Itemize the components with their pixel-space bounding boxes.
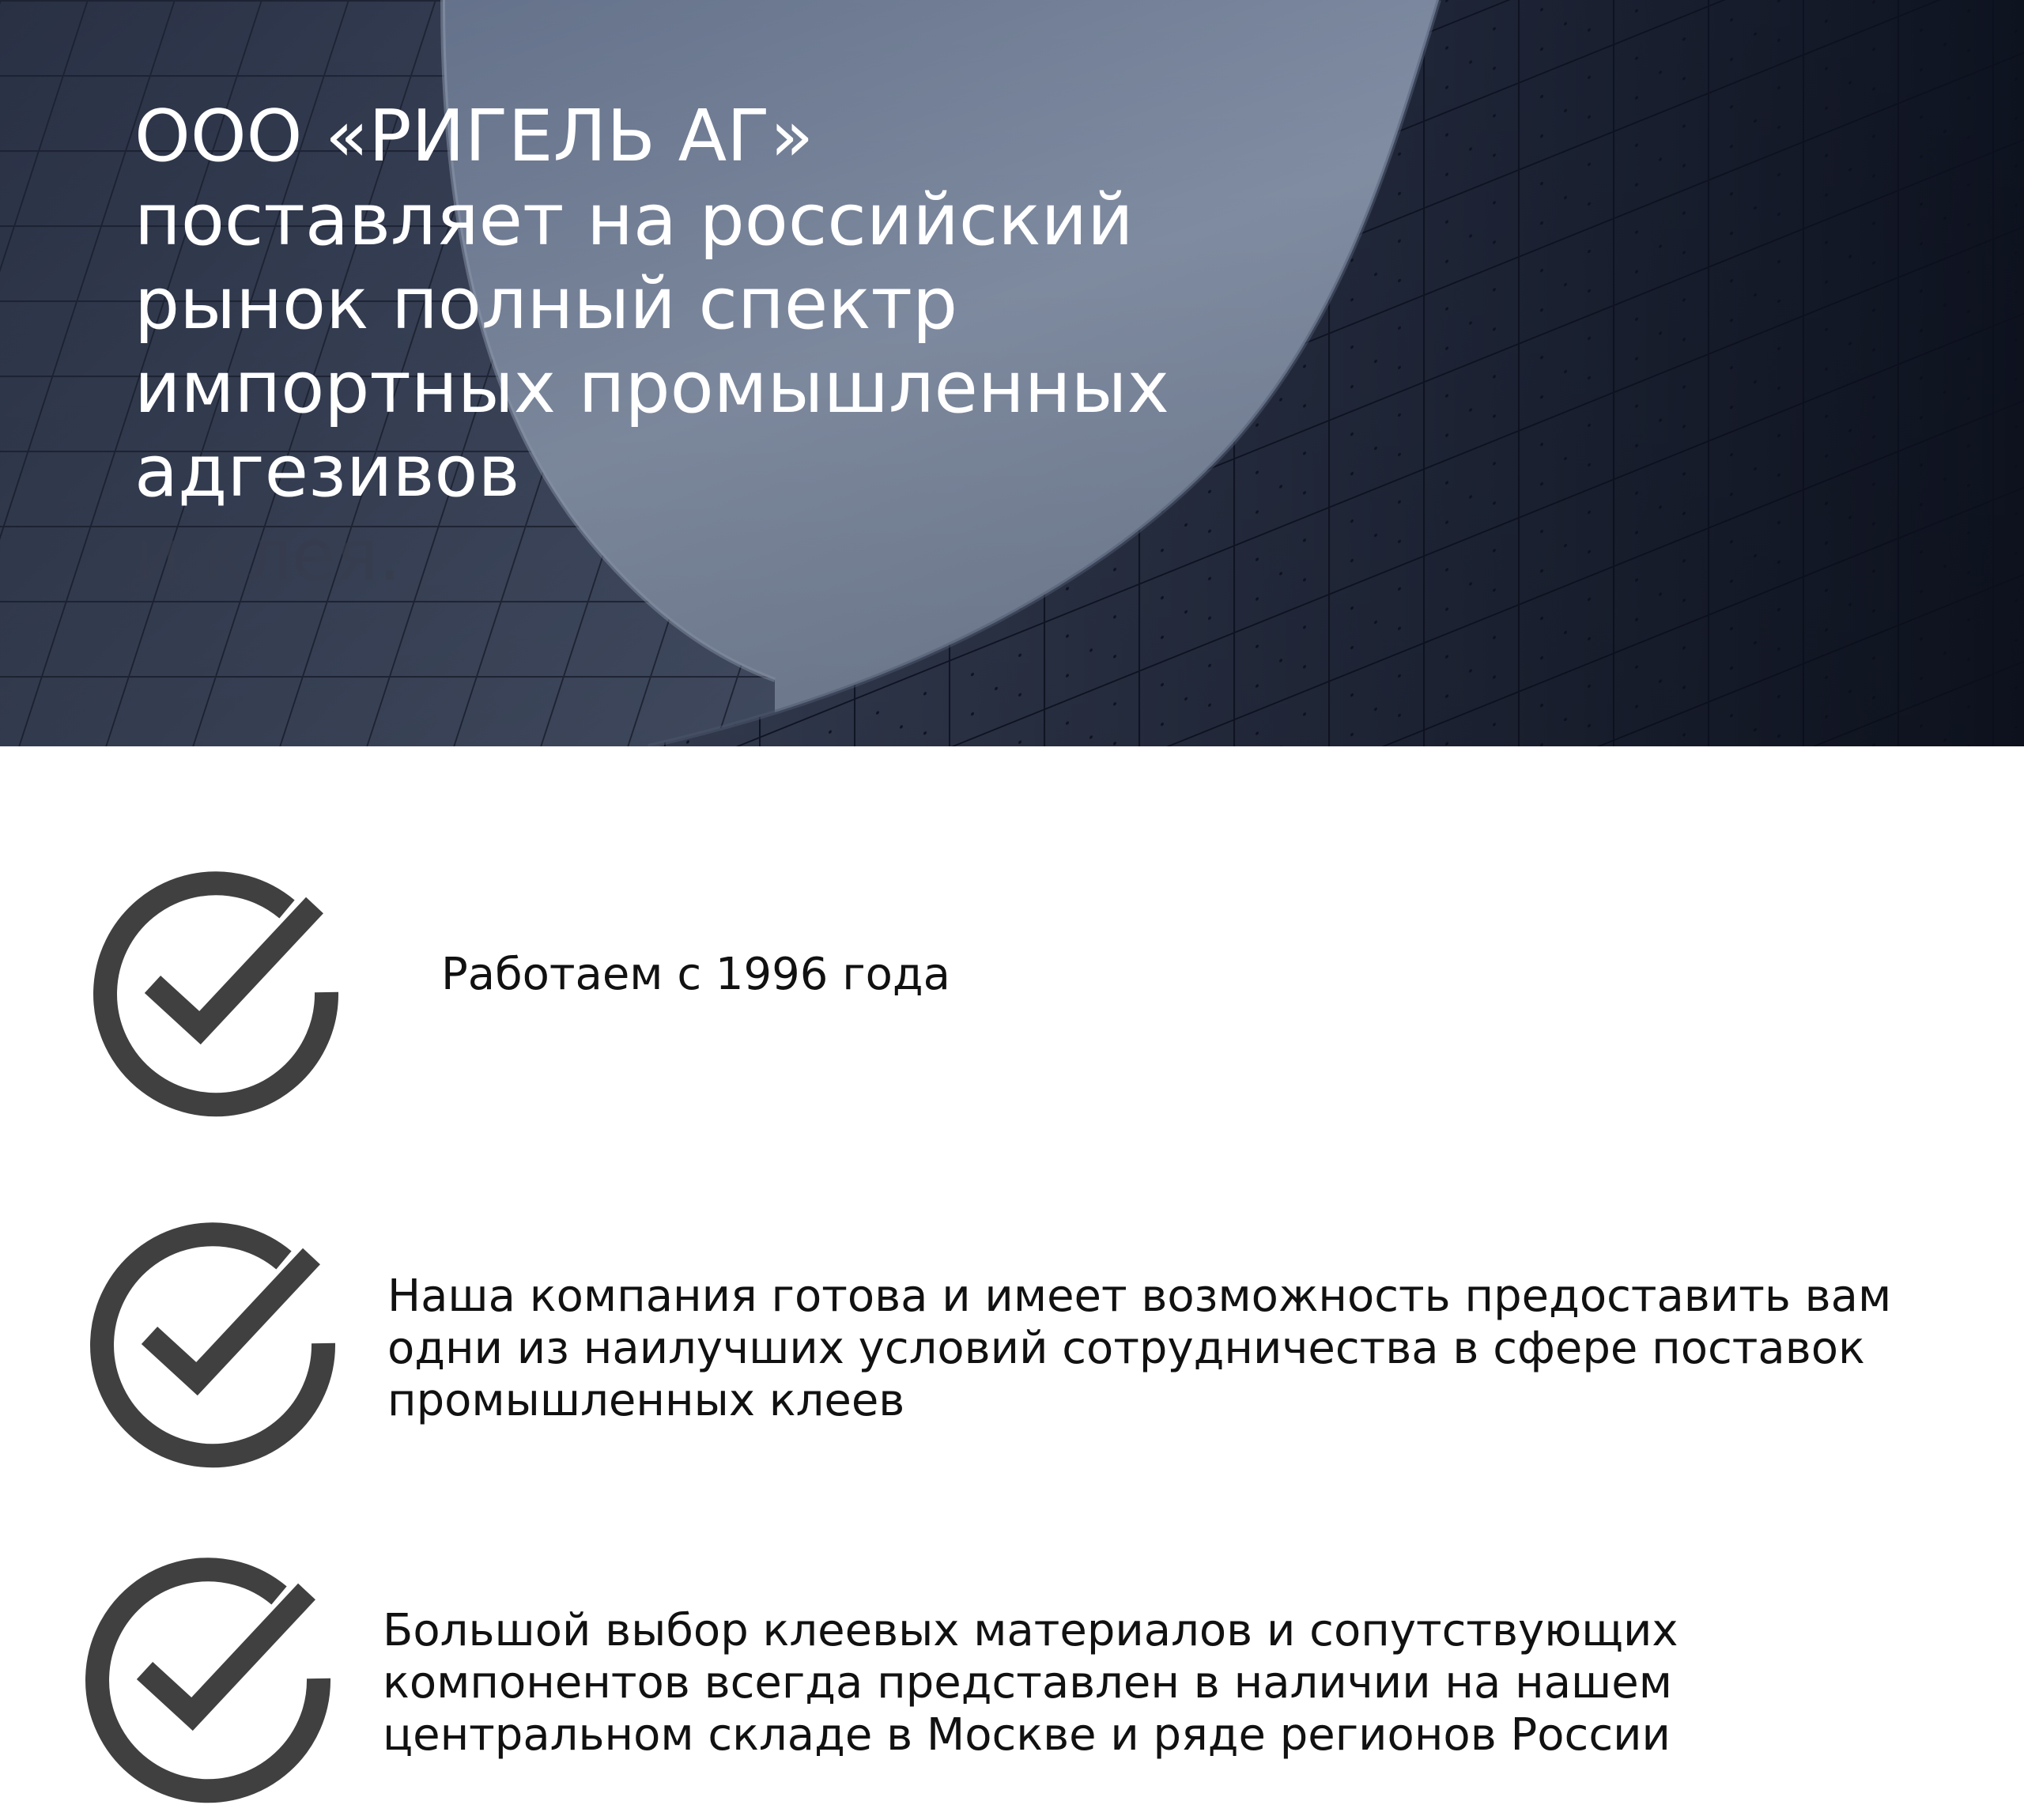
hero-headline: ООО «РИГЕЛЬ АГ» поставляет на российский рынок полный спектр импортных промышленных адгезивов [134,95,1169,513]
check-circle-icon [85,862,346,1123]
check-circle-icon [77,1548,338,1809]
feature-text: Наша компания готова и имеет возможность предоставить вам одни из наилучших условий сотрудничества в сфере поставок промышленных клеев [387,1271,1892,1426]
check-circle-icon [82,1213,343,1474]
feature-text: Большой выбор клеевых материалов и сопутствующих компонентов всегда представлен в наличии на нашем центральном складе в Москве и ряде регионов России [383,1605,1678,1761]
hero-banner [0,0,2024,746]
feature-text: Работаем с 1996 года [441,949,950,1000]
hero-headline-tail: и клея. [134,514,402,597]
